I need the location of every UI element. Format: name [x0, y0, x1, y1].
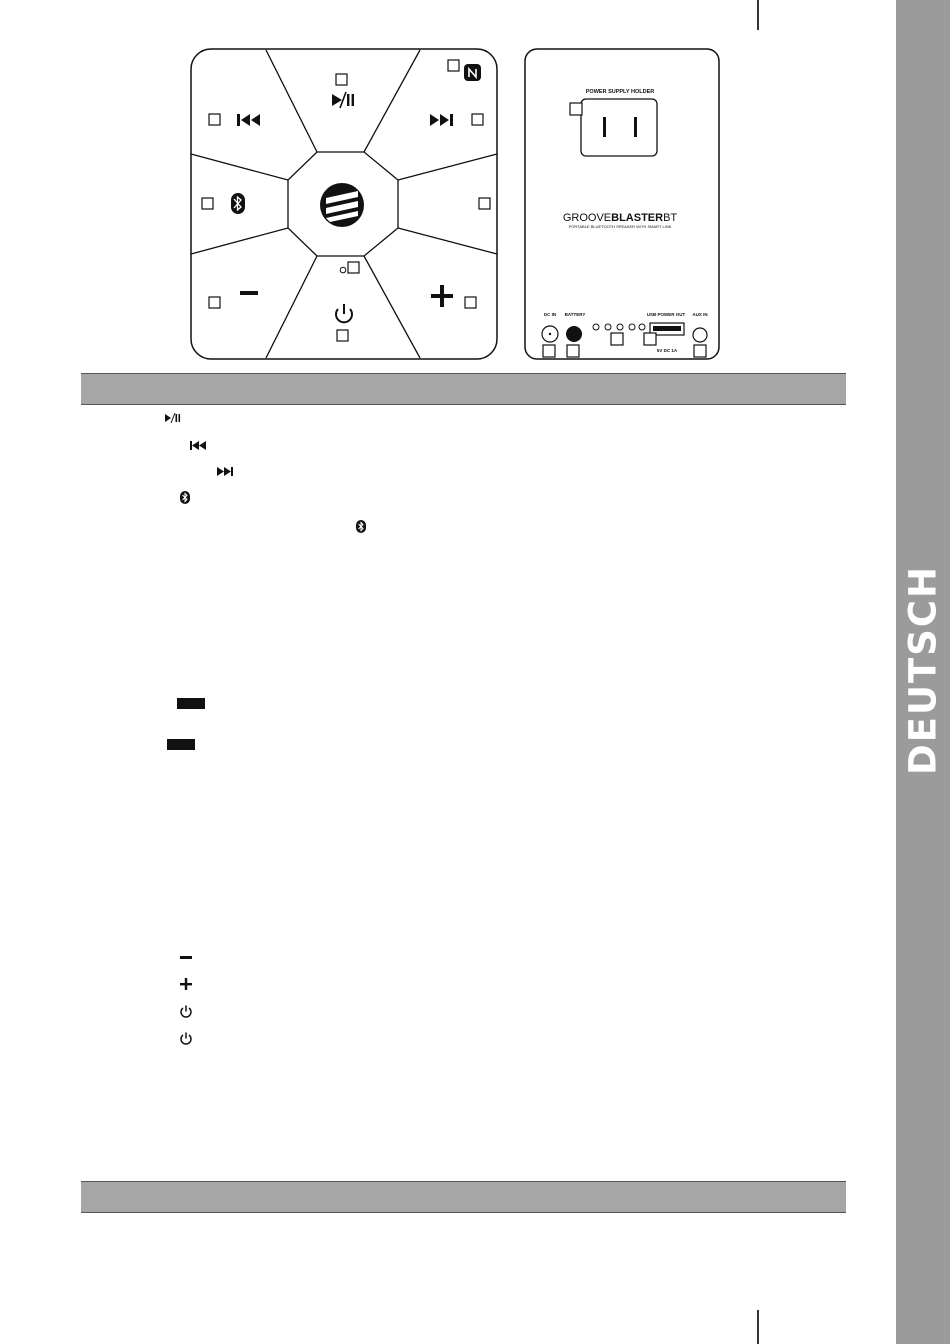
section-header-band	[81, 373, 846, 405]
brand-tagline: PORTABLE BLUETOOTH SPEAKER WITH SMART LINK	[568, 224, 672, 229]
power-socket	[581, 99, 657, 156]
top-panel-figure	[190, 48, 500, 362]
aux-in-label: AUX IN	[692, 312, 708, 317]
usb-power-out-label: USB POWER OUT	[646, 312, 686, 317]
language-tab	[896, 0, 950, 1344]
dc-in-label: DC IN	[543, 312, 557, 317]
battery-port	[566, 326, 582, 342]
language-tab-label: DEUTSCH	[901, 564, 945, 776]
redaction-block	[167, 739, 195, 750]
power-icon	[180, 1005, 192, 1018]
play-pause-icon	[165, 413, 181, 423]
bluetooth-icon	[180, 491, 190, 504]
nfc-icon	[464, 64, 481, 81]
crop-mark-top	[757, 0, 759, 30]
usb-rating-label: 5V DC 1A	[656, 348, 678, 353]
volume-down-icon	[240, 291, 258, 295]
brand-light: GROOVE	[562, 212, 612, 224]
back-panel-figure	[524, 48, 722, 362]
brand-bold: BLASTER	[611, 212, 664, 224]
volume-up-icon	[180, 978, 192, 990]
bluetooth-icon	[356, 520, 366, 533]
redaction-block	[177, 698, 205, 709]
power-supply-holder-label: POWER SUPPLY HOLDER	[585, 89, 655, 95]
section-header-band	[81, 1181, 846, 1213]
bluetooth-icon	[231, 193, 245, 214]
volume-down-icon	[180, 956, 192, 959]
next-icon	[217, 467, 233, 476]
reloop-logo	[320, 183, 364, 227]
brand-name	[563, 212, 678, 224]
previous-icon	[190, 441, 206, 450]
battery-label: BATTERY	[564, 312, 586, 317]
crop-mark-bottom	[757, 1310, 759, 1344]
brand-suffix: BT	[663, 212, 678, 224]
aux-in-port	[693, 328, 707, 342]
power-icon	[180, 1032, 192, 1045]
